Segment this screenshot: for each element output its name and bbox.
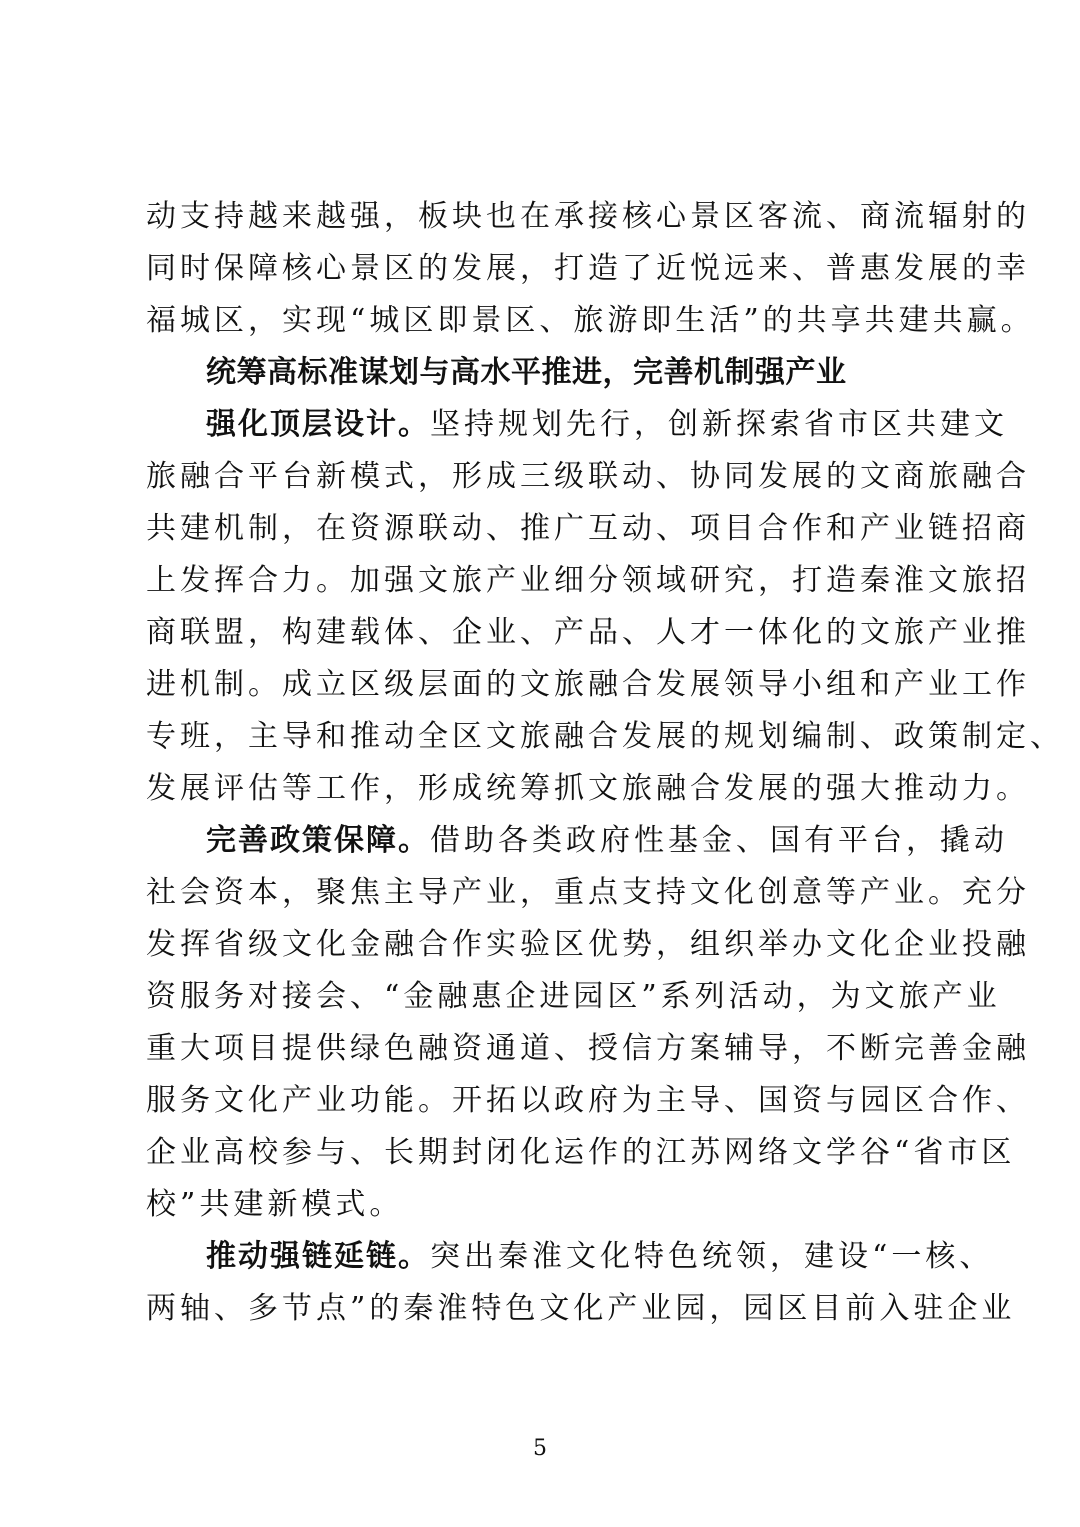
body-line: 动支持越来越强，板块也在承接核心景区客流、商流辐射的	[146, 199, 1030, 234]
body-line: 社会资本，聚焦主导产业，重点支持文化创意等产业。充分	[146, 875, 1030, 910]
body-line: 重大项目提供绿色融资通道、授信方案辅导，不断完善金融	[146, 1031, 1030, 1066]
body-line: 发展评估等工作，形成统筹抓文旅融合发展的强大推动力。	[146, 771, 1030, 806]
paragraph-first-line	[206, 821, 1008, 861]
paragraph-first-line	[206, 1237, 994, 1277]
body-line: 福城区，实现“城区即景区、旅游即生活”的共享共建共赢。	[146, 303, 1035, 338]
paragraph-first-line	[206, 405, 1008, 445]
body-line: 共建机制，在资源联动、推广互动、项目合作和产业链招商	[146, 511, 1030, 546]
body-line: 企业高校参与、长期封闭化运作的江苏网络文学谷“省市区	[146, 1135, 1016, 1170]
body-line: 商联盟，构建载体、企业、产品、人才一体化的文旅产业推	[146, 615, 1030, 650]
body-line: 进机制。成立区级层面的文旅融合发展领导小组和产业工作	[146, 667, 1030, 702]
paragraph-lead: 强化顶层设计。	[206, 407, 430, 442]
body-line: 专班，主导和推动全区文旅融合发展的规划编制、政策制定、	[146, 719, 1064, 754]
body-line: 同时保障核心景区的发展，打造了近悦远来、普惠发展的幸	[146, 251, 1030, 286]
body-line: 旅融合平台新模式，形成三级联动、协同发展的文商旅融合	[146, 459, 1030, 494]
section-heading: 统筹高标准谋划与高水平推进，完善机制强产业	[206, 355, 847, 390]
body-line: 校”共建新模式。	[146, 1187, 404, 1222]
body-line: 两轴、多节点”的秦淮特色文化产业园，园区目前入驻企业	[146, 1291, 1016, 1326]
body-line: 服务文化产业功能。开拓以政府为主导、国资与园区合作、	[146, 1083, 1030, 1118]
body-line: 发挥省级文化金融合作实验区优势，组织举办文化企业投融	[146, 927, 1030, 962]
body-line: 资服务对接会、“金融惠企进园区”系列活动，为文旅产业	[146, 979, 1001, 1014]
body-line: 上发挥合力。加强文旅产业细分领域研究，打造秦淮文旅招	[146, 563, 1030, 598]
paragraph-text: 坚持规划先行，创新探索省市区共建文	[430, 407, 1008, 442]
paragraph-lead: 推动强链延链。	[206, 1239, 430, 1274]
paragraph-text: 借助各类政府性基金、国有平台，撬动	[430, 823, 1008, 858]
page-number: 5	[533, 1436, 547, 1461]
paragraph-lead: 完善政策保障。	[206, 823, 430, 858]
paragraph-text: 突出秦淮文化特色统领，建设“一核、	[430, 1239, 994, 1274]
